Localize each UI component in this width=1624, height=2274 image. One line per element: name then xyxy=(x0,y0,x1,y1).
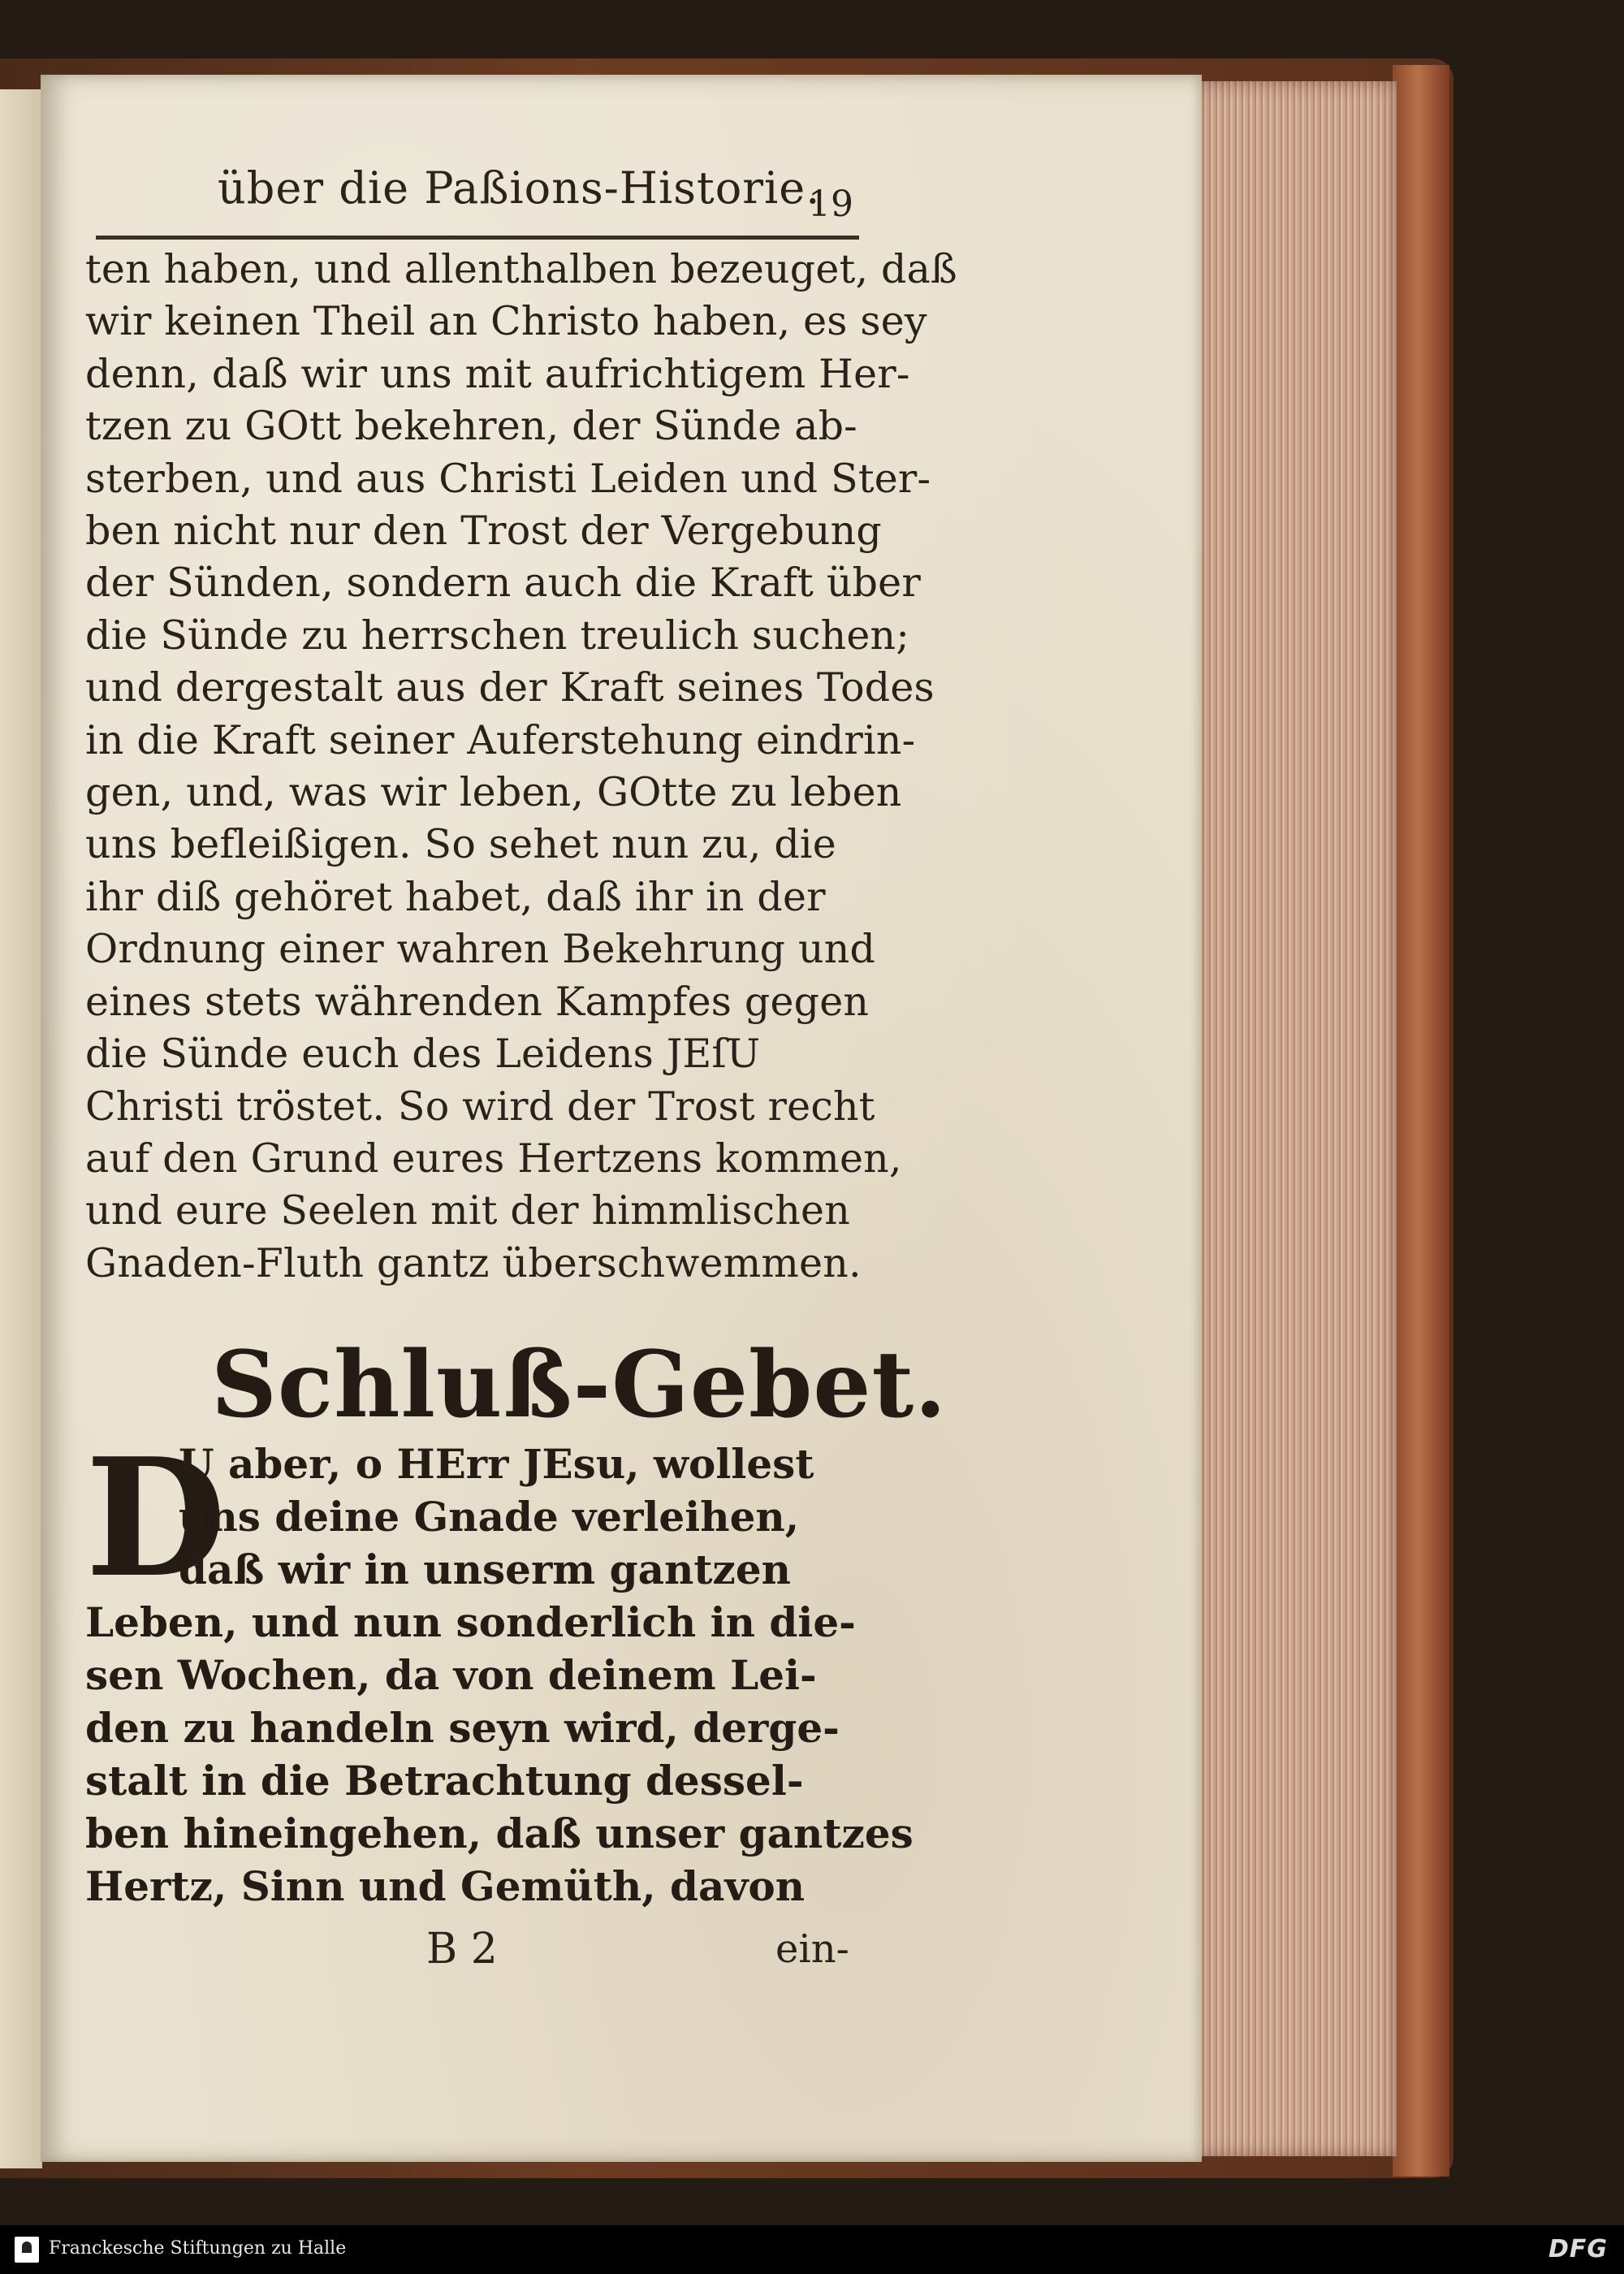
body-line: tzen zu GOtt bekehren, der Sünde ab- xyxy=(85,403,857,450)
catchword: ein- xyxy=(775,1926,849,1972)
body-line: in die Kraft seiner Auferstehung eindrin- xyxy=(85,716,916,763)
body-line: der Sünden, sondern auch die Kraft über xyxy=(85,560,922,607)
body-line: die Sünde zu herrschen treulich suchen; xyxy=(85,612,910,659)
body-line: denn, daß wir uns mit aufrichtigem Her- xyxy=(85,350,910,397)
body-line: Christi tröstet. So wird der Trost recht xyxy=(85,1083,875,1130)
prayer-line: Leben, und nun sonderlich in die- xyxy=(85,1598,856,1646)
previous-page-edge xyxy=(0,89,42,2168)
body-line: ihr diß gehöret habet, daß ihr in der xyxy=(85,873,826,920)
body-line: ben nicht nur den Trost der Vergebung xyxy=(85,508,882,555)
prayer-line: uns deine Gnade verleihen, xyxy=(179,1493,800,1541)
body-line: auf den Grund eures Hertzens kommen, xyxy=(85,1135,902,1182)
body-line: uns befleißigen. So sehet nun zu, die xyxy=(85,821,836,868)
signature-mark: B 2 xyxy=(426,1925,498,1974)
prayer-line: daß wir in unserm gantzen xyxy=(179,1546,791,1593)
prayer-line: ben hineingehen, daß unser gantzes xyxy=(85,1809,914,1857)
dfg-logo[interactable]: DFG xyxy=(1548,2235,1608,2263)
body-line: eines stets währenden Kampfes gegen xyxy=(85,978,870,1025)
page-number: 19 xyxy=(808,184,853,225)
header-rule xyxy=(96,236,859,240)
viewer-footer xyxy=(0,2225,1624,2274)
body-line: die Sünde euch des Leidens JEſU xyxy=(85,1031,761,1078)
prayer-line: den zu handeln seyn wird, derge- xyxy=(85,1704,840,1752)
prayer-line: sen Wochen, da von deinem Lei- xyxy=(85,1651,817,1699)
body-line: wir keinen Theil an Christo haben, es sey xyxy=(85,298,927,345)
book-spine-edge xyxy=(1393,65,1449,2177)
drop-cap: D xyxy=(85,1423,227,1614)
body-line: Gnaden-Fluth gantz überschwemmen. xyxy=(85,1239,862,1286)
page-edges xyxy=(1194,81,1397,2156)
body-line: gen, und, was wir leben, GOtte zu leben xyxy=(85,769,902,816)
institution-logo-icon[interactable] xyxy=(15,2237,39,2263)
prayer-text xyxy=(85,1423,914,1913)
body-line: Ordnung einer wahren Bekehrung und xyxy=(85,926,876,973)
running-head: über die Paßions-Historie. xyxy=(218,162,821,214)
body-text xyxy=(85,244,957,1290)
prayer-line: Hertz, Sinn und Gemüth, davon xyxy=(85,1862,806,1910)
body-line: sterben, und aus Christi Leiden und Ster- xyxy=(85,455,931,502)
section-heading: Schluß-Gebet. xyxy=(211,1332,948,1438)
prayer-line: stalt in die Betrachtung dessel- xyxy=(85,1757,804,1805)
prayer-line: U aber, o HErr JEsu, wollest xyxy=(179,1440,814,1488)
body-line: und dergestalt aus der Kraft seines Todes xyxy=(85,664,935,711)
body-line: und eure Seelen mit der himmlischen xyxy=(85,1187,850,1234)
institution-name[interactable]: Franckesche Stiftungen zu Halle xyxy=(49,2238,347,2259)
body-line: ten haben, und allenthalben bezeuget, daß xyxy=(85,246,957,292)
